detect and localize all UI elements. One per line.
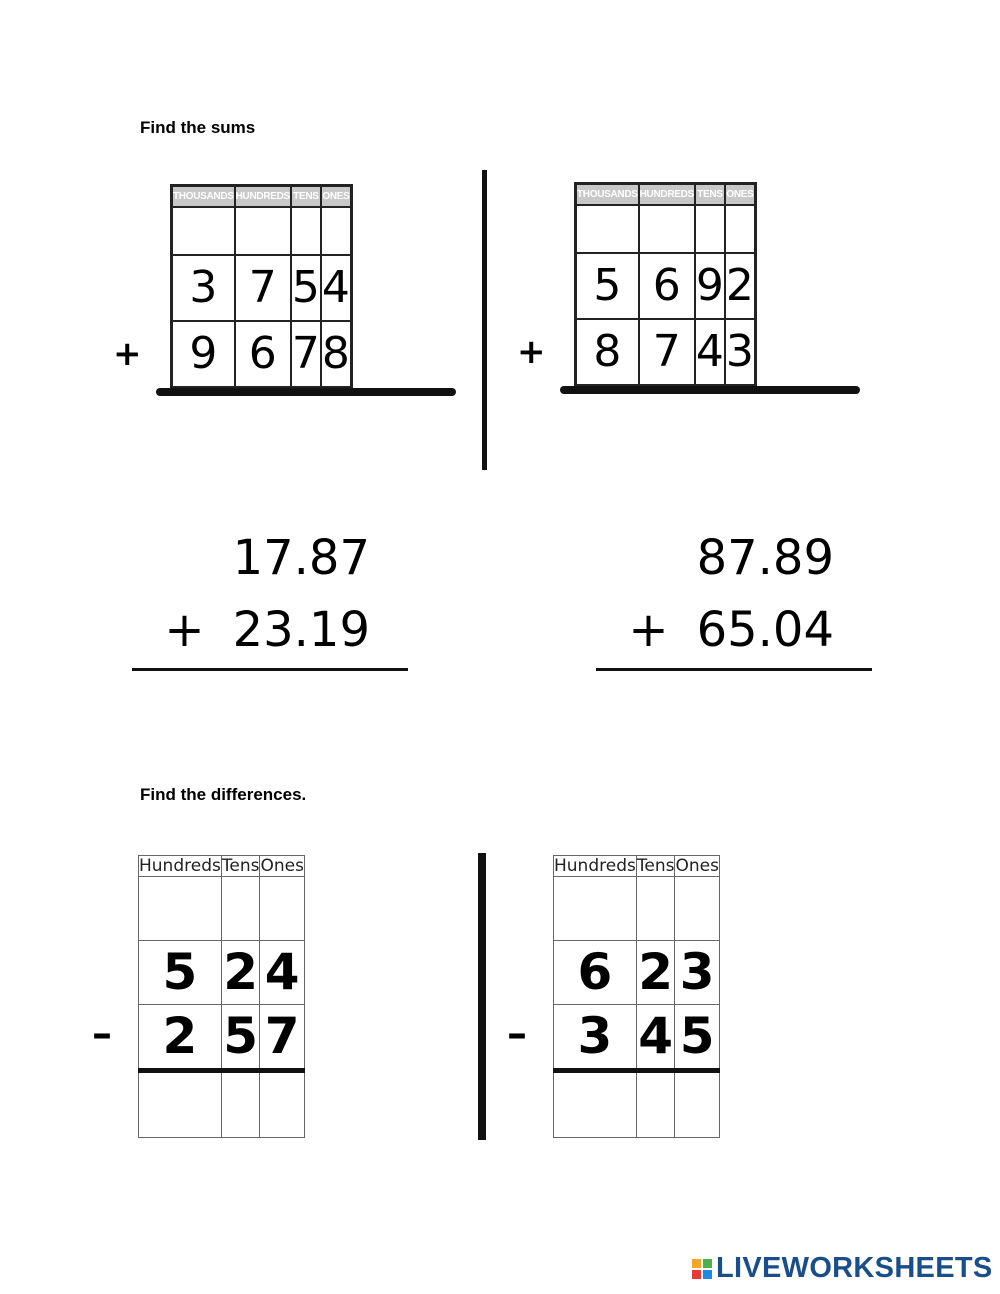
header-ones: ONES — [725, 184, 756, 206]
digit-cell: 2 — [221, 941, 260, 1005]
header-hundreds: Hundreds — [139, 856, 221, 876]
sum-line — [596, 668, 872, 671]
plus-sign: + — [517, 332, 546, 372]
decimal-top-number: 87.89 — [696, 530, 834, 586]
minus-sign: – — [92, 1011, 112, 1057]
header-ones: ONES — [321, 186, 352, 208]
answer-cell[interactable] — [221, 1071, 260, 1138]
digit-cell: 4 — [260, 941, 304, 1005]
logo-block — [692, 1270, 701, 1279]
sum-line — [156, 388, 456, 396]
header-tens: Tens — [221, 856, 260, 876]
digit-cell: 3 — [172, 255, 235, 321]
carry-cell[interactable] — [321, 207, 352, 255]
place-value-table — [170, 184, 353, 389]
sum-line — [560, 386, 860, 394]
borrow-cell[interactable] — [675, 877, 719, 941]
liveworksheets-logo[interactable] — [692, 1252, 993, 1285]
header-thousands: THOUSANDS — [172, 186, 235, 208]
digit-cell: 9 — [172, 321, 235, 388]
borrow-cell[interactable] — [554, 877, 637, 941]
digit-cell: 3 — [725, 319, 756, 386]
header-ones: Ones — [260, 856, 304, 876]
borrow-cell[interactable] — [139, 877, 222, 941]
carry-cell[interactable] — [639, 205, 695, 253]
carry-cell[interactable] — [291, 207, 321, 255]
header-tens: TENS — [695, 184, 725, 206]
decimal-problem-2 — [594, 530, 834, 680]
digit-cell: 5 — [291, 255, 321, 321]
digit-cell: 7 — [235, 255, 291, 321]
header-thousands: THOUSANDS — [576, 184, 639, 206]
digit-cell: 6 — [639, 253, 695, 319]
differences-heading: Find the differences. — [140, 785, 307, 804]
borrow-cell[interactable] — [260, 877, 304, 941]
plus-sign: + — [628, 602, 669, 658]
digit-cell: 5 — [139, 941, 222, 1005]
digit-cell: 2 — [725, 253, 756, 319]
decimal-bottom-row — [628, 602, 834, 658]
plus-sign: + — [113, 334, 142, 374]
digit-cell: 6 — [235, 321, 291, 388]
carry-cell[interactable] — [695, 205, 725, 253]
digit-cell: 7 — [639, 319, 695, 386]
carry-cell[interactable] — [235, 207, 291, 255]
digit-cell: 9 — [695, 253, 725, 319]
digit-cell: 5 — [221, 1005, 260, 1071]
vertical-divider — [478, 853, 486, 1140]
header-hundreds: HUNDREDS — [639, 184, 695, 206]
logo-block — [692, 1259, 701, 1268]
header-tens: TENS — [291, 186, 321, 208]
digit-cell: 7 — [291, 321, 321, 388]
digit-cell: 7 — [260, 1005, 304, 1071]
answer-cell[interactable] — [139, 1071, 222, 1138]
decimal-bottom-row — [164, 602, 370, 658]
digit-cell: 5 — [675, 1005, 719, 1071]
digit-cell: 4 — [321, 255, 352, 321]
logo-blocks-icon — [692, 1259, 712, 1279]
answer-cell[interactable] — [260, 1071, 304, 1138]
answer-cell[interactable] — [636, 1071, 675, 1138]
digit-cell: 3 — [675, 941, 719, 1005]
decimal-problem-1 — [130, 530, 370, 680]
digit-cell: 8 — [576, 319, 639, 386]
header-tens: Tens — [636, 856, 675, 876]
answer-cell[interactable] — [675, 1071, 719, 1138]
vertical-divider — [482, 170, 487, 470]
decimal-top-number: 17.87 — [232, 530, 370, 586]
place-value-table — [553, 855, 720, 1138]
borrow-cell[interactable] — [221, 877, 260, 941]
header-hundreds: Hundreds — [554, 856, 636, 876]
carry-cell[interactable] — [172, 207, 235, 255]
place-value-table — [574, 182, 757, 387]
minus-sign: – — [507, 1011, 527, 1057]
decimal-bottom-number: 23.19 — [232, 602, 370, 658]
sum-line — [132, 668, 408, 671]
digit-cell: 4 — [695, 319, 725, 386]
logo-block — [703, 1259, 712, 1268]
borrow-cell[interactable] — [636, 877, 675, 941]
logo-text: LIVEWORKSHEETS — [716, 1252, 993, 1284]
carry-cell[interactable] — [576, 205, 639, 253]
digit-cell: 2 — [636, 941, 675, 1005]
sums-heading: Find the sums — [140, 118, 256, 137]
digit-cell: 4 — [636, 1005, 675, 1071]
carry-cell[interactable] — [725, 205, 756, 253]
digit-cell: 8 — [321, 321, 352, 388]
answer-cell[interactable] — [554, 1071, 637, 1138]
digit-cell: 6 — [554, 941, 637, 1005]
digit-cell: 2 — [139, 1005, 222, 1071]
logo-block — [703, 1270, 712, 1279]
header-ones: Ones — [675, 856, 719, 876]
place-value-table — [138, 855, 305, 1138]
decimal-bottom-number: 65.04 — [696, 602, 834, 658]
digit-cell: 3 — [554, 1005, 637, 1071]
header-hundreds: HUNDREDS — [235, 186, 291, 208]
digit-cell: 5 — [576, 253, 639, 319]
plus-sign: + — [164, 602, 205, 658]
